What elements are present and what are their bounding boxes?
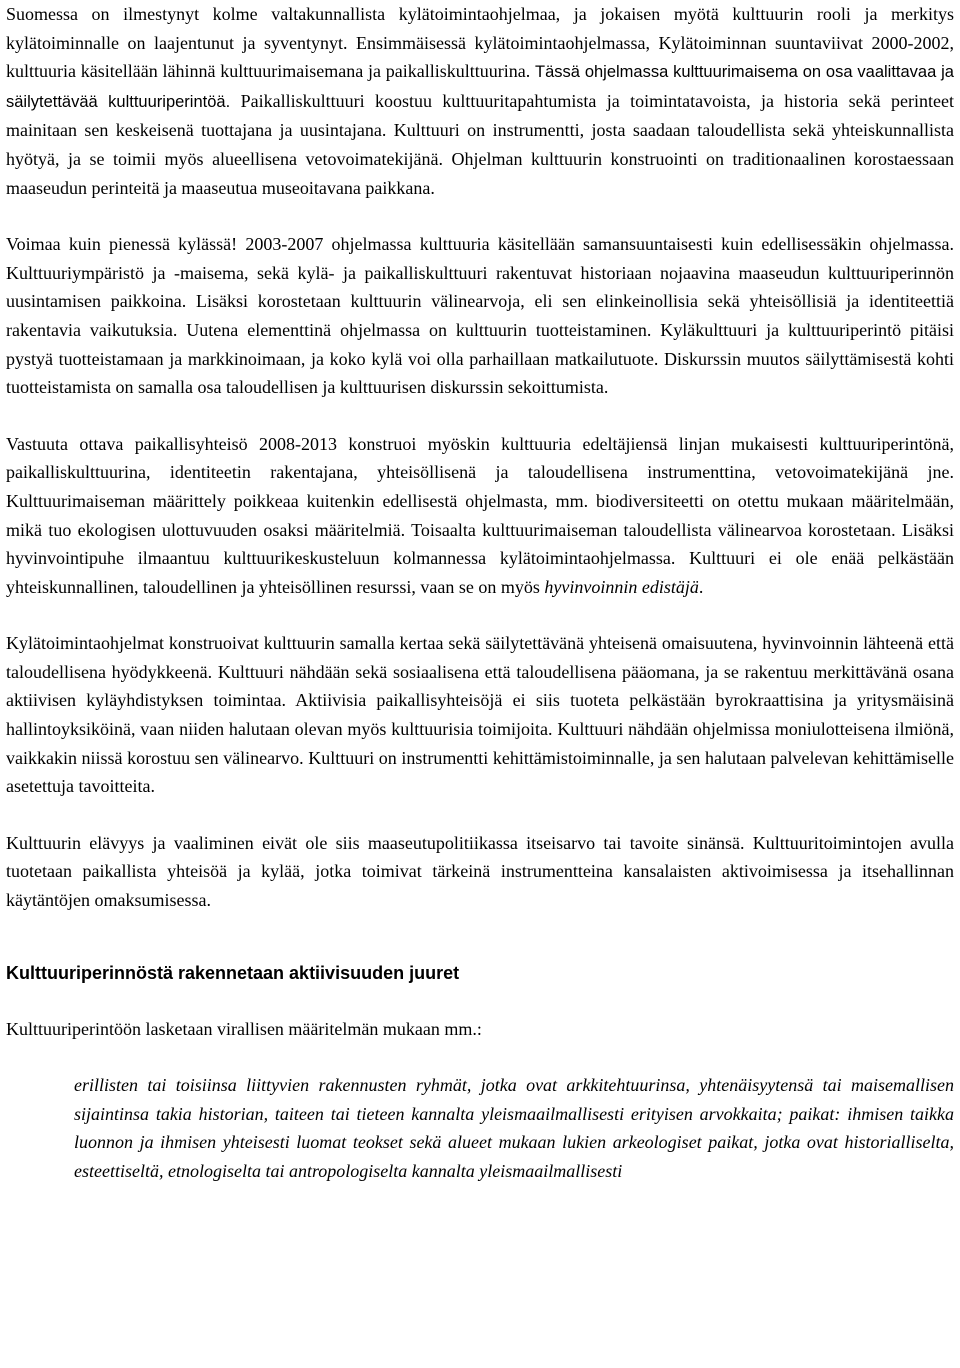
paragraph-3-end: . (698, 576, 704, 597)
paragraph-3 (6, 430, 954, 602)
spacer (6, 915, 954, 959)
paragraph-1-part-b: Tässä ohjelmassa kulttuurimaisema on osa vaalittavaa ja säilytettävää kulttuuriperintöä. (6, 63, 954, 111)
spacer (6, 801, 954, 829)
spacer (6, 402, 954, 430)
spacer (6, 1043, 954, 1071)
paragraph-6: Kulttuuriperintöön lasketaan virallisen määritelmän mukaan mm.: (6, 1018, 482, 1039)
spacer (6, 202, 954, 230)
spacer (6, 601, 954, 629)
document-page (6, 0, 954, 1186)
paragraph-1-part-a: Suomessa on ilmestynyt kolme valtakunnallista kylätoimintaohjelmaa, ja jokaisen myötä kulttuurin rooli ja merkitys kylätoiminnalle on laajentunut ja syventynyt. Ensimmäisessä kylätoimintaohjelmassa, Kylätoiminnan suuntaviivat 2000-2002, kulttuuria käsitellään lähinnä kulttuurimaisemana ja paikalliskulttuurina. (6, 4, 954, 82)
paragraph-3-text: Vastuuta ottava paikallisyhteisö 2008-2013 konstruoi myöskin kulttuuria edeltäjiensä linjan mukaisesti kulttuuriperintönä, paikalliskulttuurina, identiteetin rakentajana, yhteisöllisenä ja taloudellisena instrumenttina, vetovoimatekijänä jne. Kulttuurimaiseman määrittely poikkeaa kuitenkin edellisestä ohjelmasta, mm. biodiversiteetti on otettu mukaan määritelmään, mikä tuo ekologisen ulottuvuuden osaksi määritelmiä. Toisaalta kulttuurimaiseman taloudellista välinearvoa korostetaan. Lisäksi hyvinvointipuhe ilmaantuu kulttuurikeskusteluun kolmannessa kylätoimintaohjelmassa. Kulttuuri ei ole enää pelkästään yhteiskunnallinen, taloudellinen ja yhteisöllinen resurssi, vaan se on myös (6, 433, 954, 597)
paragraph-5: Kulttuurin elävyys ja vaaliminen eivät ole siis maaseutupolitiikassa itseisarvo tai tavoite sinänsä. Kulttuuritoimintojen avulla tuotetaan paikallista yhteisöä ja kylää, jotka toimivat tärkeinä instrumentteina kansalaisten aktivoimisessa ja itsehallinnan käytäntöjen omaksumisessa. (6, 832, 954, 911)
paragraph-1 (6, 0, 954, 202)
paragraph-2: Voimaa kuin pienessä kylässä! 2003-2007 ohjelmassa kulttuuria käsitellään samansuuntaisesti kuin edellisessäkin ohjelmassa. Kulttuuriympäristö ja -maisema, sekä kylä- ja paikalliskulttuuri rakentuvat historiaan nojaavina maaseudun kulttuuriperinnön uusintamisen paikkoina. Lisäksi korostetaan kulttuurin välinearvoja, eli sen elinkeinollisia sekä yhteisöllisiä ja identiteettiä rakentavia vaikutuksia. Uutena elementtinä ohjelmassa on kulttuurin tuotteistaminen. Kyläkulttuuri ja kulttuuriperintö pitäisi pystyä tuotteistamaan ja markkinoimaan, ja koko kylä voi olla parhaillaan matkailutuote. Diskurssin muutos säilyttämisestä kohti tuotteistamista on samalla osa taloudellisen ja kulttuurisen diskurssin sekoittumista. (6, 234, 954, 398)
section-heading: Kulttuuriperinnöstä rakennetaan aktiivisuuden juuret (6, 962, 460, 983)
paragraph-1-part-c: Paikalliskulttuuri koostuu kulttuuritapahtumista ja toimintatavoista, ja historia sekä perinteet mainitaan sen keskeisenä tuottajana ja uusintajana. Kulttuuri on instrumentti, josta saadaan taloudellista sekä yhteiskunnallista hyötyä, ja se toimii myös alueellisena vetovoimatekijänä. Ohjelman kulttuurin konstruointi on traditionaalinen korostaessaan maaseudun perinteitä ja maaseutua museoitavana paikkana. (6, 90, 954, 198)
paragraph-3-emphasis: hyvinvoinnin edistäjä (544, 576, 699, 597)
definition-quote: erillisten tai toisiinsa liittyvien rakennusten ryhmät, jotka ovat arkkitehtuurinsa, yhtenäisyytensä tai maisemallisen sijaintinsa takia historian, taiteen tai tieteen kannalta yleismaailmallisesti erityisen arvokkaita; paikat: ihmisen taikka luonnon ja ihmisen yhteisesti luomat teokset sekä alueet mukaan lukien arkeologiset paikat, jotka ovat historialliselta, esteettiseltä, etnologiselta tai antropologiselta kannalta yleismaailmallisesti (74, 1075, 954, 1181)
spacer (6, 987, 954, 1015)
paragraph-4: Kylätoimintaohjelmat konstruoivat kulttuurin samalla kertaa sekä säilytettävänä yhteisenä omaisuutena, hyvinvoinnin lähteenä että taloudellisena hyödykkeenä. Kulttuuri nähdään sekä sosiaalisena että taloudellisena pääomana, ja se rakentuu merkittävänä osana aktiivisen kyläyhdistyksen toimintaa. Aktiivisia paikallisyhteisöjä ei siis tuoteta pelkästään byrokraattisina ja yritysmäisinä hallintoyksiköinä, vaan niiden halutaan olevan myös kulttuurisia toimijoita. Kulttuuri nähdään ohjelmissa moniulotteisena ilmiönä, vaikkakin niissä korostuu sen välinearvo. Kulttuuri on instrumentti kehittämistoiminnalle, ja sen halutaan palvelevan kehittämiselle asetettuja tavoitteita. (6, 633, 954, 797)
